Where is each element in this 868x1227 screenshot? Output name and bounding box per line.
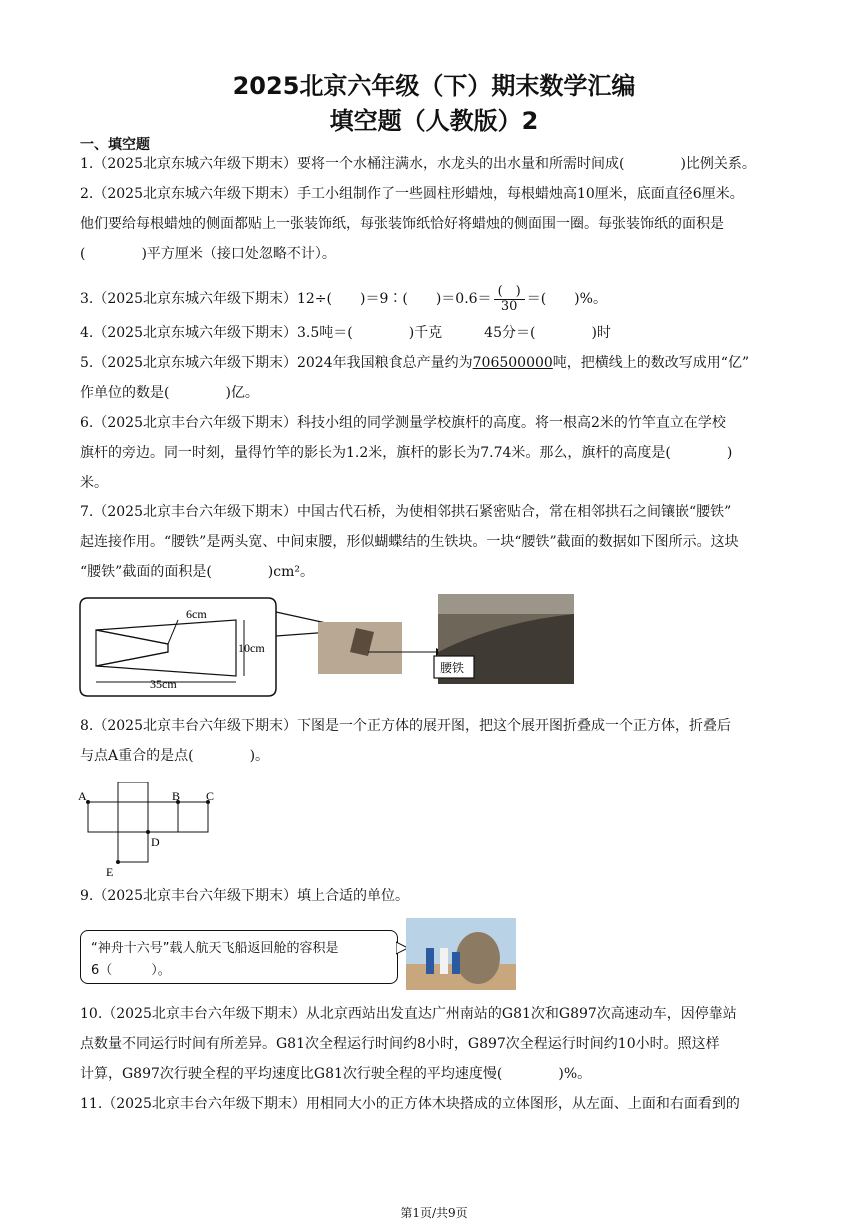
question-7-line-2: 起连接作用。“腰铁”是两头宽、中间束腰，形似蝴蝶结的生铁块。一块“腰铁”截面的数据如下图所示。这块 [80, 534, 739, 550]
bubble-line-1: “神舟十六号”载人航天飞船返回舱的容积是 [91, 941, 339, 956]
question-5-line-1 [80, 353, 749, 373]
question-4: 4.（2025北京东城六年级下期末）3.5吨＝( )千克 45分＝( )时 [80, 325, 611, 341]
point-a-label: A [78, 789, 87, 803]
fraction [494, 285, 525, 314]
cube-net [76, 782, 236, 882]
question-7-line-3: “腰铁”截面的面积是( )cm²。 [80, 564, 314, 580]
question-1: 1.（2025北京东城六年级下期末）要将一个水桶注满水，水龙头的出水量和所需时间成( )比例关系。 [80, 156, 756, 172]
question-2-line-1: 2.（2025北京东城六年级下期末）手工小组制作了一些圆柱形蜡烛，每根蜡烛高10厘米，底面直径6厘米。 [80, 186, 744, 202]
question-2-line-3: ( )平方厘米（接口处忽略不计）。 [80, 246, 336, 262]
question-10-line-2: 点数量不同运行时间有所差异。G81次全程运行时间约8小时，G897次全程运行时间约10小时。照这样 [80, 1036, 720, 1052]
point-d-label: D [151, 835, 160, 849]
doc-subtitle: 填空题（人教版）2 [329, 107, 539, 135]
question-5-prefix: 5.（2025北京东城六年级下期末）2024年我国粮食总产量约为 [80, 355, 473, 371]
question-3-prefix: 3.（2025北京东城六年级下期末）12÷( )＝9∶( )＝0.6＝ [80, 291, 492, 307]
question-8-line-2: 与点A重合的是点( )。 [80, 748, 270, 764]
question-5-suffix: 吨，把横线上的数改写成用“亿” [552, 355, 750, 371]
point-b-label: B [172, 789, 181, 803]
question-3-suffix: ＝( )%。 [526, 291, 607, 307]
underlined-number: 706500000 [472, 355, 553, 371]
question-6-line-1: 6.（2025北京丰台六年级下期末）科技小组的同学测量学校旗杆的高度。将一根高2米的竹竿直立在学校 [80, 415, 726, 431]
question-7-line-1: 7.（2025北京丰台六年级下期末）中国古代石桥，为使相邻拱石紧密贴合，常在相邻拱石之间镶嵌“腰铁” [80, 504, 732, 520]
waist-iron-diagram [78, 592, 618, 704]
question-11: 11.（2025北京丰台六年级下期末）用相同大小的正方体木块搭成的立体图形，从左面、上面和右面看到的 [80, 1096, 740, 1112]
speech-bubble [80, 930, 398, 984]
question-10-line-1: 10.（2025北京丰台六年级下期末）从北京西站出发直达广州南站的G81次和G897次高速动车，因停靠站 [80, 1006, 737, 1022]
question-10-line-3: 计算，G897次行驶全程的平均速度比G81次行驶全程的平均速度慢( )%。 [80, 1066, 592, 1082]
question-9: 9.（2025北京丰台六年级下期末）填上合适的单位。 [80, 888, 409, 904]
label-35cm: 35cm [150, 677, 177, 691]
point-c-label: C [206, 789, 215, 803]
section-heading: 一、填空题 [80, 137, 150, 153]
question-5-line-2: 作单位的数是( )亿。 [80, 385, 259, 401]
label-10cm: 10cm [238, 641, 265, 655]
question-6-line-2: 旗杆的旁边。同一时刻，量得竹竿的影长为1.2米，旗杆的影长为7.74米。那么，旗杆的高度是( ) [80, 445, 733, 461]
tag-label: 腰铁 [440, 661, 465, 675]
point-e-label: E [106, 865, 114, 879]
bubble-line-2: 6（ ）。 [91, 963, 171, 978]
capsule-photo [396, 918, 516, 990]
question-6-line-3: 米。 [80, 475, 108, 491]
label-6cm: 6cm [186, 607, 207, 621]
fraction-numerator: ( ) [494, 285, 525, 300]
question-2-line-2: 他们要给每根蜡烛的侧面都贴上一张装饰纸，每张装饰纸恰好将蜡烛的侧面围一圈。每张装饰纸的面积是 [80, 216, 724, 232]
question-8-line-1: 8.（2025北京丰台六年级下期末）下图是一个正方体的展开图，把这个展开图折叠成一个正方体，折叠后 [80, 718, 731, 734]
doc-title: 2025北京六年级（下）期末数学汇编 [232, 72, 636, 100]
fraction-denominator: 30 [500, 298, 518, 314]
page-footer: 第1页/共9页 [400, 1206, 468, 1220]
question-3 [80, 282, 607, 316]
